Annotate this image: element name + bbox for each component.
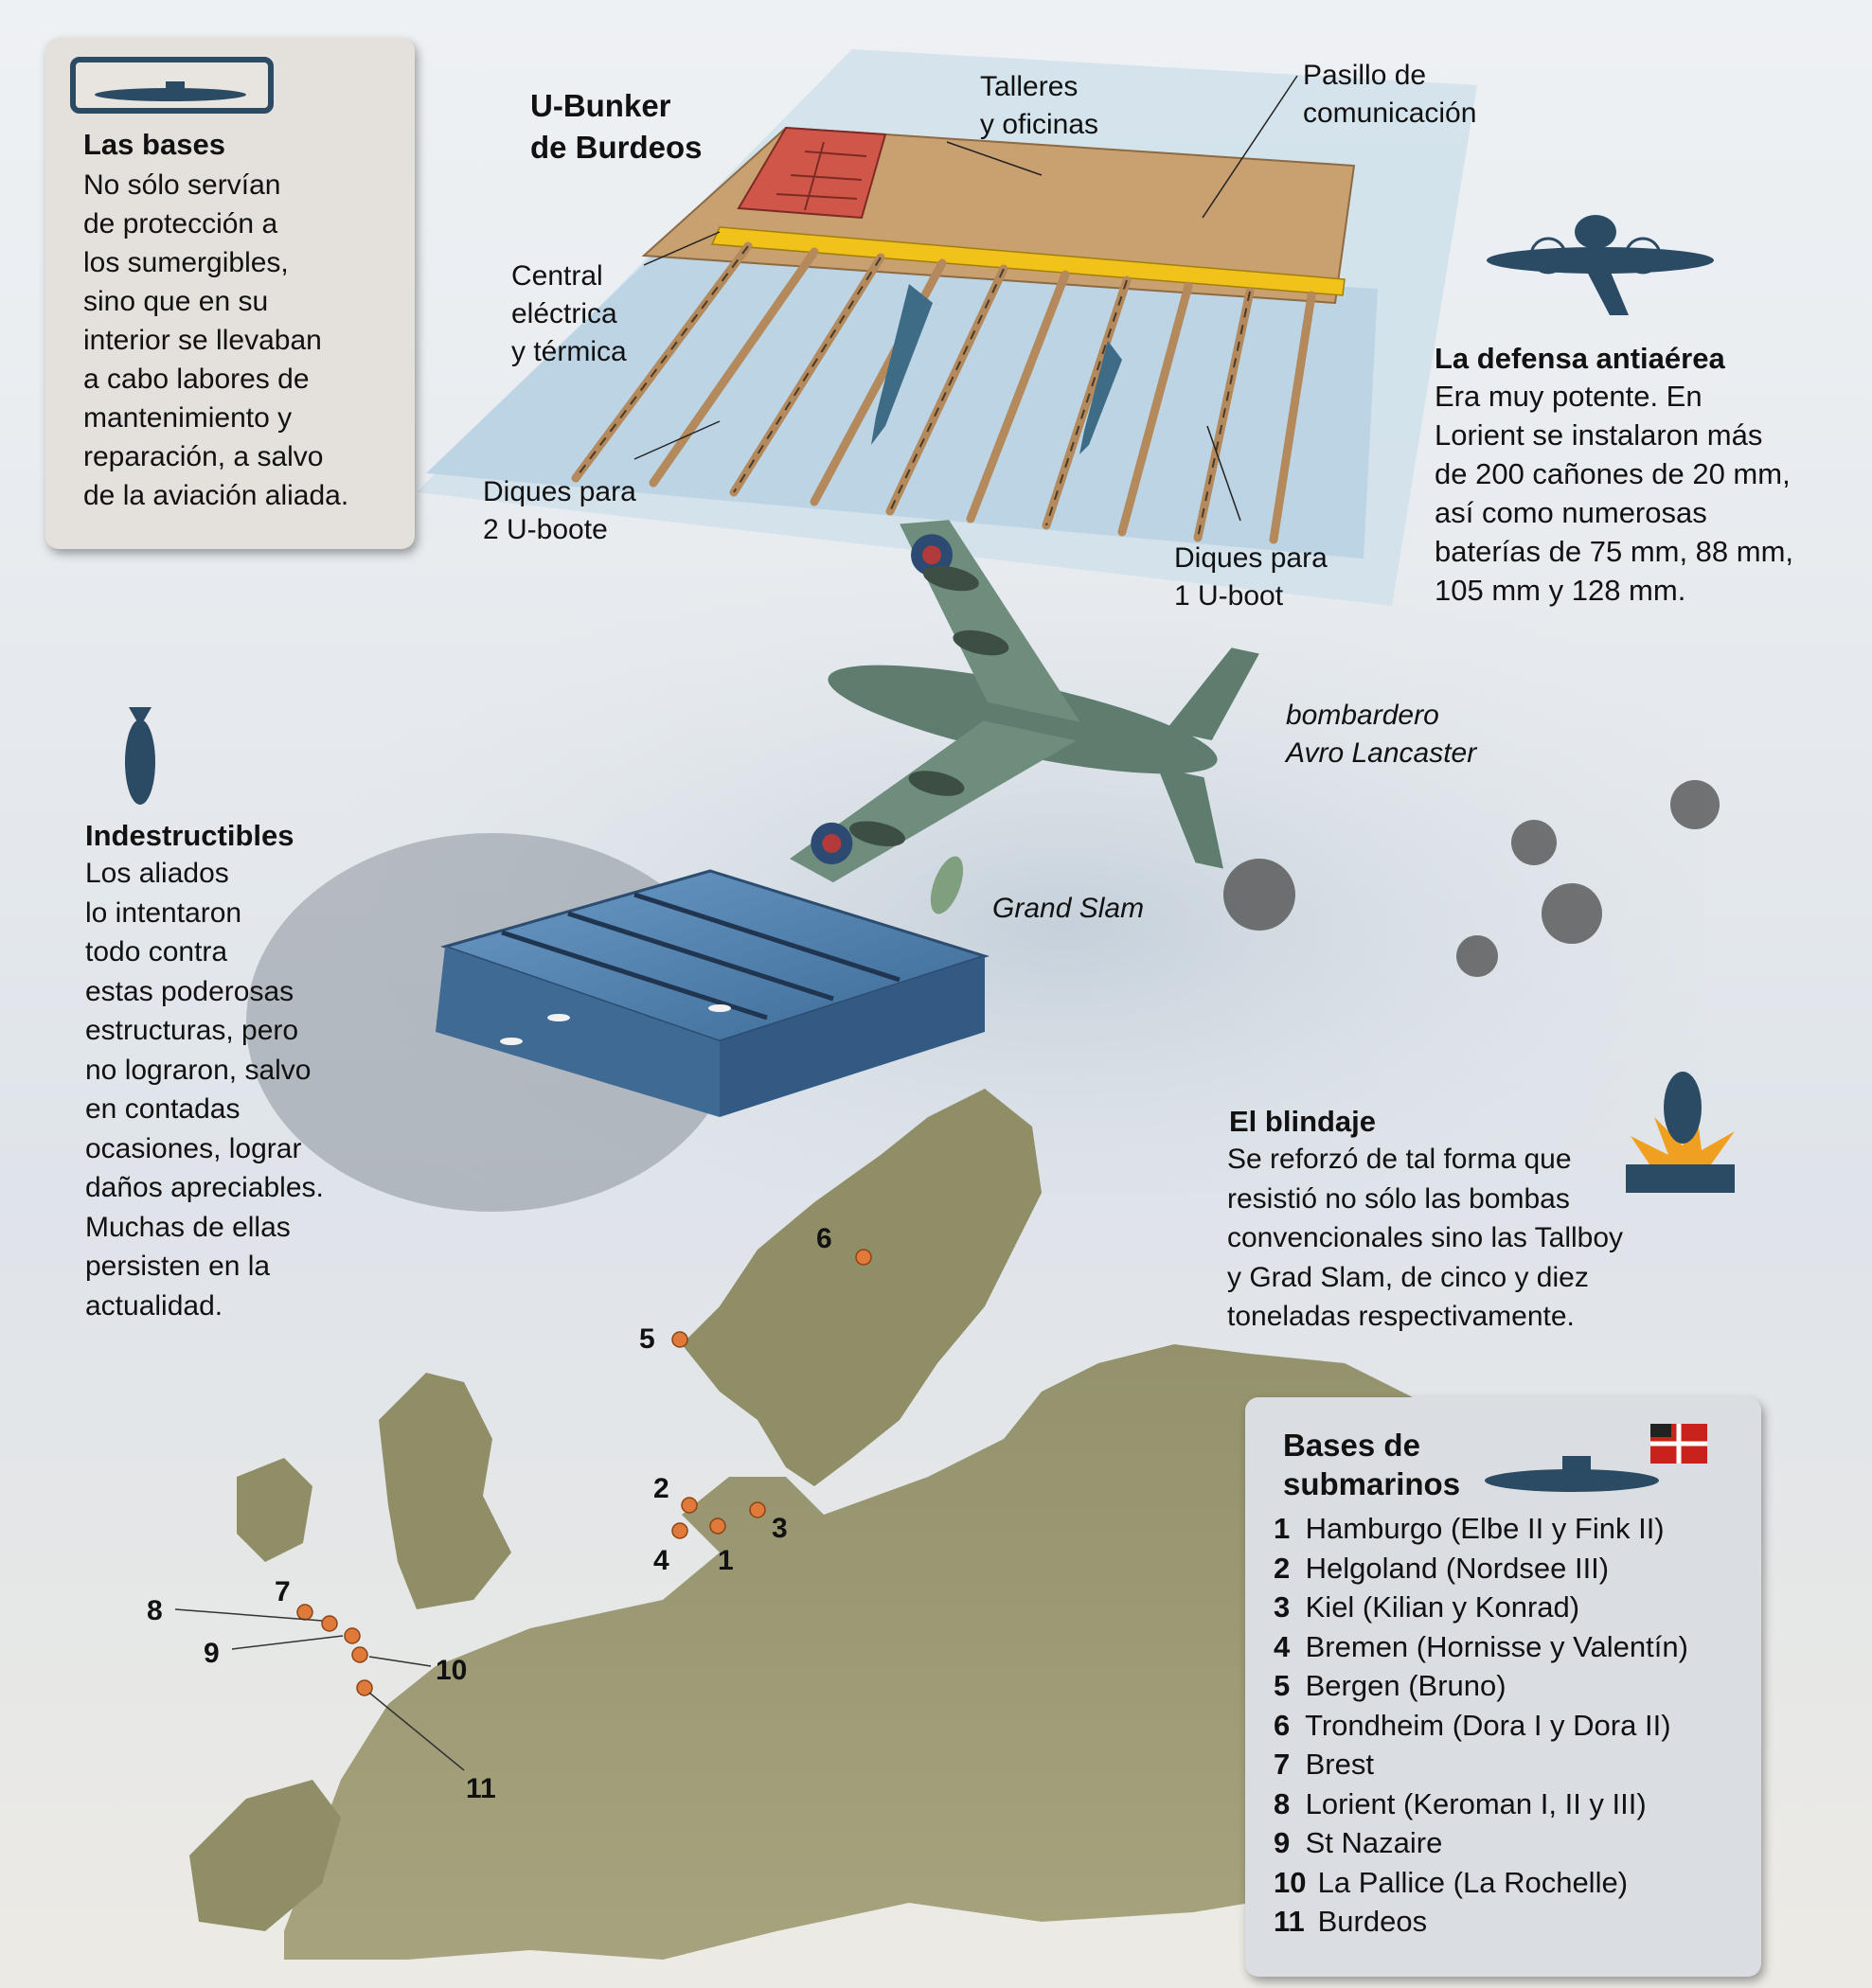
legend-title-line: submarinos	[1283, 1466, 1461, 1501]
legend-num: 1	[1274, 1512, 1291, 1545]
bases-text	[83, 166, 348, 515]
bases-panel	[45, 38, 415, 549]
indestructibles-text	[85, 854, 324, 1325]
armor-title: El blindaje	[1229, 1105, 1377, 1138]
label-line: 1 U-boot	[1174, 580, 1284, 612]
legend-item	[1274, 1863, 1688, 1903]
map-number-4: 4	[653, 1545, 669, 1576]
legend-item	[1274, 1745, 1688, 1784]
bunker-title-line: U-Bunker	[530, 88, 671, 123]
armor-line: toneladas respectivamente.	[1227, 1301, 1575, 1332]
bomb-icon	[121, 705, 159, 809]
base-dot-9	[345, 1628, 360, 1643]
base-dot-4	[672, 1523, 687, 1538]
legend-item	[1274, 1627, 1688, 1667]
legend-num: 4	[1274, 1629, 1291, 1663]
aircraft-icon	[1477, 213, 1723, 317]
bases-line: sino que en su	[83, 286, 269, 317]
defense-line: 105 mm y 128 mm.	[1435, 574, 1686, 607]
map-number-1: 1	[718, 1545, 734, 1576]
indestructibles-line: estructuras, pero	[85, 1015, 299, 1046]
base-dot-3	[750, 1502, 765, 1518]
tracer	[500, 1038, 523, 1045]
label-line: Diques para	[1174, 542, 1328, 574]
legend-title-line: Bases de	[1283, 1428, 1420, 1463]
map-number-11: 11	[466, 1773, 496, 1804]
legend-panel	[1245, 1397, 1761, 1977]
tracer	[708, 1004, 731, 1012]
legend-item	[1274, 1902, 1688, 1942]
bases-line: de protección a	[83, 208, 278, 240]
defense-line: baterías de 75 mm, 88 mm,	[1435, 535, 1794, 568]
legend-title	[1283, 1426, 1460, 1503]
legend-num: 2	[1274, 1551, 1291, 1585]
legend-name: Lorient (Keroman I, II y III)	[1305, 1786, 1647, 1820]
indestructibles-line: estas poderosas	[85, 975, 294, 1007]
base-dot-5	[672, 1332, 687, 1347]
legend-name: Kiel (Kilian y Konrad)	[1305, 1590, 1580, 1624]
legend-item	[1274, 1509, 1688, 1549]
legend-item	[1274, 1549, 1688, 1589]
bases-line: de la aviación aliada.	[83, 480, 349, 511]
map-number-2: 2	[653, 1473, 669, 1504]
bases-line: mantenimiento y	[83, 402, 293, 434]
map-number-10: 10	[436, 1655, 468, 1686]
defense-line: así como numerosas	[1435, 496, 1707, 529]
armor-line: Se reforzó de tal forma que	[1227, 1144, 1572, 1175]
base-dot-6	[856, 1250, 871, 1265]
great-britain	[379, 1373, 511, 1609]
bomber-label-line: Avro Lancaster	[1286, 737, 1477, 769]
label-line: Diques para	[483, 476, 636, 507]
bomb-explosion-icon	[1621, 1070, 1744, 1212]
legend-item	[1274, 1823, 1688, 1863]
indestructibles-block	[85, 818, 324, 1325]
tracer	[547, 1014, 570, 1021]
legend-num: 6	[1274, 1708, 1291, 1742]
map-leader	[369, 1657, 431, 1666]
legend-item	[1274, 1588, 1688, 1627]
indestructibles-line: persisten en la	[85, 1251, 271, 1282]
legend-list	[1274, 1509, 1688, 1942]
bomber-label-line: bombardero	[1286, 700, 1439, 731]
legend-item	[1274, 1666, 1688, 1706]
legend-name: La Pallice (La Rochelle)	[1317, 1865, 1629, 1899]
map-number-6: 6	[816, 1223, 832, 1254]
legend-item	[1274, 1706, 1688, 1746]
base-dot-8	[322, 1616, 337, 1631]
bases-line: No sólo servían	[83, 169, 281, 201]
ireland	[237, 1458, 312, 1562]
map-number-7: 7	[275, 1576, 291, 1607]
bases-line: los sumergibles,	[83, 247, 289, 278]
indestructibles-line: Los aliados	[85, 858, 229, 889]
bases-line: a cabo labores de	[83, 364, 310, 395]
legend-num: 5	[1274, 1669, 1291, 1702]
legend-num: 3	[1274, 1590, 1291, 1624]
defense-block	[1435, 341, 1793, 610]
flak-burst	[1456, 935, 1498, 977]
bomber-label	[1286, 697, 1476, 772]
label-pasillo	[1303, 57, 1476, 133]
indestructibles-line: lo intentaron	[85, 896, 242, 929]
flak-burst	[1670, 780, 1720, 829]
label-diques-2	[483, 473, 636, 549]
flag-icon	[1650, 1424, 1707, 1464]
legend-item	[1274, 1784, 1688, 1824]
legend-name: Trondheim (Dora I y Dora II)	[1305, 1708, 1671, 1742]
legend-num: 9	[1274, 1826, 1291, 1859]
indestructibles-title: Indestructibles	[85, 819, 294, 852]
indestructibles-line: no lograron, salvo	[85, 1054, 312, 1086]
indestructibles-line: Muchas de ellas	[85, 1211, 291, 1243]
base-dot-1	[710, 1518, 725, 1534]
label-line: y oficinas	[980, 109, 1099, 140]
map-number-5: 5	[639, 1323, 655, 1355]
armor-line: convencionales sino las Tallboy	[1227, 1222, 1624, 1253]
legend-name: Burdeos	[1317, 1905, 1428, 1938]
legend-name: Bergen (Bruno)	[1305, 1669, 1507, 1702]
legend-name: Hamburgo (Elbe II y Fink II)	[1305, 1512, 1665, 1545]
label-diques-1	[1174, 540, 1328, 615]
defense-line: de 200 cañones de 20 mm,	[1435, 457, 1791, 490]
indestructibles-line: daños apreciables.	[85, 1172, 324, 1203]
legend-name: Brest	[1305, 1748, 1374, 1781]
indestructibles-line: en contadas	[85, 1093, 241, 1125]
submarine-icon	[70, 57, 274, 114]
legend-name: Bremen (Hornisse y Valentín)	[1305, 1629, 1688, 1663]
base-dot-7	[297, 1605, 312, 1620]
defense-line: Lorient se instalaron más	[1435, 418, 1763, 452]
bunker-title	[530, 85, 703, 169]
bases-line: reparación, a salvo	[83, 441, 324, 472]
bunker-red-block	[739, 128, 885, 218]
indestructibles-line: actualidad.	[85, 1289, 223, 1322]
map-number-3: 3	[772, 1513, 788, 1544]
label-line: Talleres	[980, 71, 1079, 102]
map-leader	[232, 1636, 343, 1649]
bases-title: Las bases	[83, 128, 225, 161]
label-line: Pasillo de	[1303, 60, 1427, 91]
legend-num: 10	[1274, 1865, 1307, 1899]
indestructibles-line: todo contra	[85, 936, 228, 967]
flak-burst	[1223, 859, 1295, 931]
flak-burst	[1542, 883, 1602, 944]
base-dot-10	[352, 1647, 367, 1662]
legend-num: 11	[1274, 1905, 1305, 1938]
armor-line: resistió no sólo las bombas	[1227, 1182, 1570, 1215]
label-talleres	[980, 68, 1098, 144]
armor-block	[1227, 1104, 1623, 1337]
bunker-title-line: de Burdeos	[530, 130, 703, 165]
label-line: comunicación	[1303, 98, 1477, 129]
bases-line: interior se llevaban	[83, 325, 322, 356]
armor-line: y Grad Slam, de cinco y diez	[1227, 1261, 1589, 1293]
label-line: eléctrica	[511, 298, 617, 329]
label-line: Central	[511, 260, 603, 292]
flak-burst	[1511, 820, 1557, 865]
defense-text	[1435, 377, 1793, 610]
legend-name: St Nazaire	[1305, 1826, 1443, 1859]
legend-name: Helgoland (Nordsee III)	[1305, 1551, 1610, 1585]
submarine-icon	[1482, 1445, 1662, 1497]
defense-title: La defensa antiaérea	[1435, 342, 1725, 375]
map-number-9: 9	[204, 1638, 220, 1669]
armor-text	[1227, 1140, 1623, 1337]
label-line: y térmica	[511, 336, 627, 367]
label-line: 2 U-boote	[483, 514, 608, 545]
label-central	[511, 257, 627, 371]
map-number-8: 8	[147, 1595, 163, 1626]
grand-slam-label: Grand Slam	[992, 893, 1145, 924]
defense-line: Era muy potente. En	[1435, 380, 1703, 413]
base-dot-2	[682, 1498, 697, 1513]
indestructibles-line: ocasiones, lograr	[85, 1132, 302, 1164]
legend-num: 7	[1274, 1748, 1291, 1781]
legend-num: 8	[1274, 1786, 1291, 1820]
